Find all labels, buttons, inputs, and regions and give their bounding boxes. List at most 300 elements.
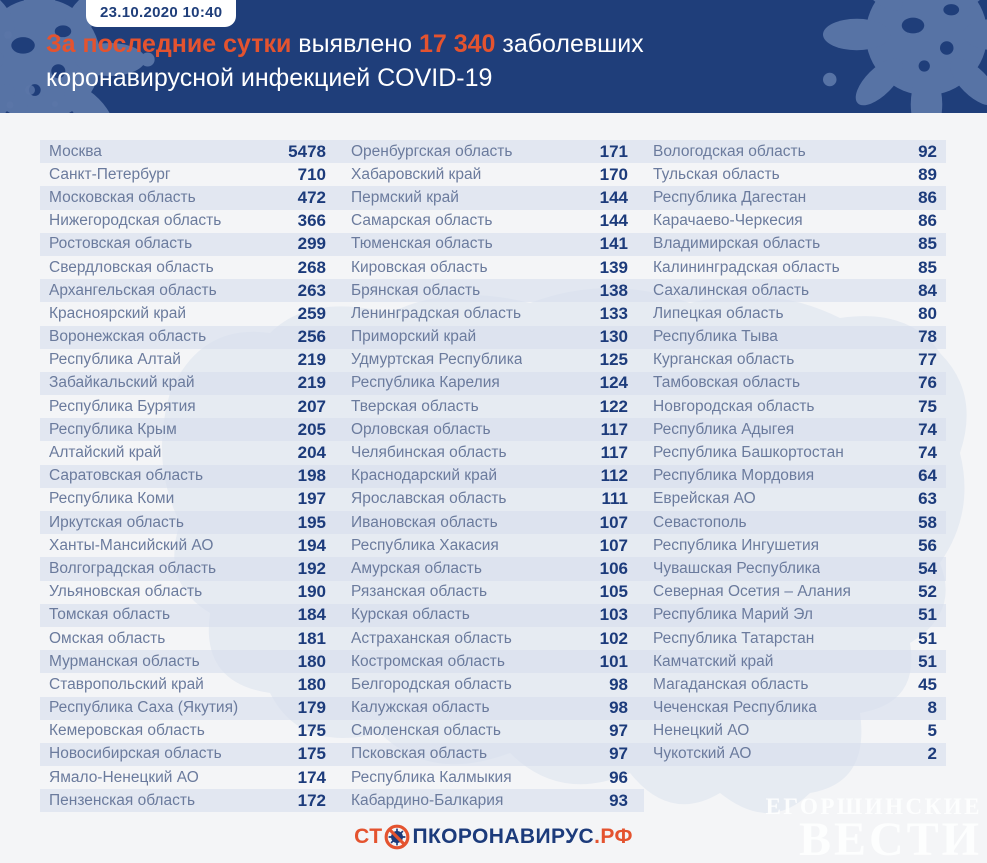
region-name: Тверская область [351, 397, 479, 415]
logo-main: ПКОРОНАВИРУС [412, 825, 595, 848]
region-name: Московская область [49, 188, 196, 206]
table-row [40, 233, 946, 256]
table-row [40, 604, 946, 627]
table-cell [342, 441, 644, 464]
region-name: Республика Саха (Якутия) [49, 699, 239, 717]
table-row [40, 140, 946, 163]
table-row [40, 395, 946, 418]
region-value: 207 [297, 396, 326, 416]
virus-blob-right-icon [814, 0, 987, 113]
timestamp-badge [86, 0, 236, 27]
region-value: 89 [918, 164, 937, 184]
table-cell [644, 256, 946, 279]
table-cell [644, 604, 946, 627]
region-value: 181 [297, 628, 326, 648]
table-cell [644, 465, 946, 488]
table-row [40, 465, 946, 488]
region-name: Новосибирская область [49, 745, 222, 763]
table-row [40, 789, 946, 812]
region-name: Республика Крым [49, 420, 177, 438]
table-cell [342, 349, 644, 372]
table-row [40, 349, 946, 372]
region-value: 175 [297, 744, 326, 764]
table-cell [644, 326, 946, 349]
table-cell [40, 511, 342, 534]
region-name: Нижегородская область [49, 212, 222, 230]
region-value: 125 [599, 350, 628, 370]
table-cell [40, 789, 342, 812]
region-value: 180 [297, 674, 326, 694]
table-row [40, 697, 946, 720]
region-value: 122 [599, 396, 628, 416]
region-value: 8 [927, 698, 937, 718]
region-value: 175 [297, 721, 326, 741]
table-cell [644, 557, 946, 580]
region-name: Архангельская область [49, 281, 217, 299]
no-virus-icon [383, 823, 411, 851]
table-cell [342, 604, 644, 627]
headline-line2: коронавирусной инфекцией COVID-19 [46, 64, 493, 92]
region-name: Камчатский край [653, 652, 774, 670]
table-cell [644, 511, 946, 534]
table-cell [644, 163, 946, 186]
region-value: 139 [599, 257, 628, 277]
region-name: Псковская область [351, 745, 488, 763]
region-name: Калужская область [351, 699, 490, 717]
region-value: 96 [609, 767, 628, 787]
region-name: Севастополь [653, 513, 747, 531]
region-name: Белгородская область [351, 675, 512, 693]
table-cell [40, 163, 342, 186]
region-name: Еврейская АО [653, 490, 756, 508]
region-value: 180 [297, 651, 326, 671]
region-value: 268 [297, 257, 326, 277]
table-cell [644, 488, 946, 511]
region-name: Санкт-Петербург [49, 165, 171, 183]
region-value: 133 [599, 303, 628, 323]
table-cell [40, 441, 342, 464]
stopcoronavirus-logo [0, 823, 987, 851]
region-value: 56 [918, 535, 937, 555]
region-value: 97 [609, 721, 628, 741]
region-name: Мурманская область [49, 652, 200, 670]
region-name: Чувашская Республика [653, 559, 821, 577]
watermark-line2: ВЕСТИ [798, 813, 982, 863]
table-row [40, 372, 946, 395]
region-value: 710 [297, 164, 326, 184]
table-row [40, 279, 946, 302]
region-name: Амурская область [351, 559, 482, 577]
region-value: 141 [599, 234, 628, 254]
region-name: Сахалинская область [653, 281, 810, 299]
region-value: 98 [609, 698, 628, 718]
region-name: Республика Хакасия [351, 536, 499, 554]
table-cell [644, 743, 946, 766]
region-name: Хабаровский край [351, 165, 482, 183]
table-cell [644, 349, 946, 372]
region-value: 97 [609, 744, 628, 764]
table-cell [342, 743, 644, 766]
table-cell [40, 186, 342, 209]
table-cell [644, 441, 946, 464]
region-value: 124 [599, 373, 628, 393]
region-name: Чеченская Республика [653, 699, 817, 717]
region-value: 219 [297, 373, 326, 393]
region-name: Пермский край [351, 188, 459, 206]
region-name: Пензенская область [49, 791, 196, 809]
table-cell [40, 465, 342, 488]
region-name: Костромская область [351, 652, 505, 670]
headline [46, 27, 644, 95]
table-cell [342, 627, 644, 650]
table-cell [644, 697, 946, 720]
table-cell [40, 372, 342, 395]
table-cell [40, 279, 342, 302]
table-cell [644, 766, 946, 789]
table-cell [644, 140, 946, 163]
table-cell [40, 140, 342, 163]
table-cell [644, 372, 946, 395]
table-cell [40, 766, 342, 789]
region-name: Тамбовская область [653, 374, 801, 392]
region-value: 112 [600, 466, 628, 486]
table-cell [644, 418, 946, 441]
table-row [40, 766, 946, 789]
region-name: Ханты-Мансийский АО [49, 536, 214, 554]
region-name: Красноярский край [49, 304, 187, 322]
table-cell [342, 766, 644, 789]
region-value: 84 [918, 280, 937, 300]
table-cell [40, 534, 342, 557]
region-value: 5 [927, 721, 937, 741]
table-cell [342, 673, 644, 696]
region-value: 74 [918, 419, 937, 439]
region-value: 93 [609, 790, 628, 810]
table-cell [644, 302, 946, 325]
timestamp-text: 23.10.2020 10:40 [100, 4, 223, 21]
region-name: Саратовская область [49, 467, 204, 485]
table-cell [40, 302, 342, 325]
region-name: Ненецкий АО [653, 722, 750, 740]
table-row [40, 627, 946, 650]
region-value: 105 [599, 582, 628, 602]
region-name: Самарская область [351, 212, 493, 230]
table-cell [644, 395, 946, 418]
region-name: Липецкая область [653, 304, 784, 322]
table-row [40, 534, 946, 557]
region-value: 85 [918, 234, 937, 254]
region-name: Астраханская область [351, 629, 512, 647]
table-cell [644, 210, 946, 233]
table-cell [342, 418, 644, 441]
table-cell [644, 233, 946, 256]
region-value: 299 [297, 234, 326, 254]
table-row [40, 743, 946, 766]
table-cell [644, 673, 946, 696]
region-value: 190 [297, 582, 326, 602]
table-cell [40, 233, 342, 256]
region-value: 111 [601, 489, 628, 509]
header-banner [0, 0, 987, 113]
headline-count: 17 340 [418, 30, 496, 58]
region-value: 5478 [288, 141, 326, 161]
table-row [40, 186, 946, 209]
region-value: 45 [918, 674, 937, 694]
table-row [40, 720, 946, 743]
region-value: 219 [297, 350, 326, 370]
region-name: Магаданская область [653, 675, 809, 693]
table-row [40, 488, 946, 511]
table-cell [342, 789, 644, 812]
table-row [40, 557, 946, 580]
table-cell [342, 326, 644, 349]
region-name: Иркутская область [49, 513, 184, 531]
region-value: 366 [297, 211, 326, 231]
region-value: 197 [297, 489, 326, 509]
table-cell [342, 256, 644, 279]
region-value: 51 [918, 605, 937, 625]
region-name: Курская область [351, 606, 470, 624]
region-value: 106 [599, 558, 628, 578]
table-cell [40, 395, 342, 418]
region-name: Алтайский край [49, 444, 162, 462]
region-name: Москва [49, 142, 102, 160]
region-value: 205 [297, 419, 326, 439]
region-value: 172 [297, 790, 326, 810]
region-value: 86 [918, 211, 937, 231]
table-cell [40, 697, 342, 720]
table-cell [342, 581, 644, 604]
table-row [40, 650, 946, 673]
region-name: Республика Коми [49, 490, 175, 508]
region-value: 117 [600, 419, 628, 439]
region-value: 86 [918, 187, 937, 207]
region-value: 92 [918, 141, 937, 161]
content-area [0, 113, 987, 863]
region-name: Воронежская область [49, 328, 207, 346]
table-cell [40, 673, 342, 696]
table-cell [342, 279, 644, 302]
table-cell [342, 302, 644, 325]
region-value: 144 [599, 211, 628, 231]
table-cell [40, 256, 342, 279]
table-cell [342, 720, 644, 743]
region-name: Республика Марий Эл [653, 606, 813, 624]
headline-text1: выявлено [291, 30, 419, 58]
region-value: 2 [927, 744, 937, 764]
region-value: 184 [297, 605, 326, 625]
headline-line1 [46, 27, 644, 61]
region-name: Рязанская область [351, 583, 488, 601]
region-name: Краснодарский край [351, 467, 497, 485]
table-cell [342, 233, 644, 256]
region-value: 263 [297, 280, 326, 300]
table-cell [342, 534, 644, 557]
region-name: Ростовская область [49, 235, 193, 253]
table-cell [342, 372, 644, 395]
region-value: 198 [297, 466, 326, 486]
table-cell [342, 650, 644, 673]
region-value: 101 [599, 651, 628, 671]
table-row [40, 441, 946, 464]
region-value: 103 [599, 605, 628, 625]
region-value: 171 [599, 141, 628, 161]
table-cell [644, 627, 946, 650]
region-name: Оренбургская область [351, 142, 513, 160]
table-cell [342, 511, 644, 534]
region-name: Республика Тыва [653, 328, 778, 346]
region-name: Кемеровская область [49, 722, 205, 740]
table-cell [644, 581, 946, 604]
region-value: 98 [609, 674, 628, 694]
region-name: Вологодская область [653, 142, 806, 160]
table-row [40, 256, 946, 279]
region-value: 107 [599, 535, 628, 555]
region-name: Ульяновская область [49, 583, 203, 601]
region-value: 74 [918, 443, 937, 463]
region-value: 80 [918, 303, 937, 323]
table-cell [40, 488, 342, 511]
logo-wrap [354, 823, 633, 851]
region-name: Республика Алтай [49, 351, 181, 369]
region-name: Забайкальский край [49, 374, 195, 392]
region-value: 76 [918, 373, 937, 393]
region-name: Тюменская область [351, 235, 493, 253]
region-value: 51 [918, 628, 937, 648]
region-value: 52 [918, 582, 937, 602]
region-value: 85 [918, 257, 937, 277]
table-cell [342, 465, 644, 488]
table-cell [40, 557, 342, 580]
region-value: 174 [297, 767, 326, 787]
table-row [40, 673, 946, 696]
table-row [40, 511, 946, 534]
table-cell [40, 650, 342, 673]
region-name: Удмуртская Республика [351, 351, 523, 369]
logo-suffix: .РФ [594, 825, 633, 848]
region-name: Тульская область [653, 165, 780, 183]
region-name: Челябинская область [351, 444, 507, 462]
region-value: 179 [297, 698, 326, 718]
region-value: 144 [599, 187, 628, 207]
table-cell [644, 279, 946, 302]
region-value: 75 [918, 396, 937, 416]
table-cell [342, 140, 644, 163]
table-cell [40, 627, 342, 650]
table-row [40, 163, 946, 186]
table-cell [342, 163, 644, 186]
watermark-line1: ЕГОРШИНСКИЕ [765, 793, 982, 819]
region-name: Приморский край [351, 328, 477, 346]
region-name: Республика Бурятия [49, 397, 196, 415]
table-cell [342, 395, 644, 418]
table-cell [40, 326, 342, 349]
region-value: 51 [918, 651, 937, 671]
table-row [40, 302, 946, 325]
region-name: Ивановская область [351, 513, 498, 531]
table-cell [342, 210, 644, 233]
table-cell [644, 789, 946, 812]
region-name: Волгоградская область [49, 559, 217, 577]
table-cell [40, 581, 342, 604]
region-value: 54 [918, 558, 937, 578]
region-name: Карачаево-Черкесия [653, 212, 803, 230]
region-value: 195 [297, 512, 326, 532]
table-cell [342, 186, 644, 209]
region-name: Новгородская область [653, 397, 815, 415]
table-cell [40, 418, 342, 441]
region-name: Республика Калмыкия [351, 768, 512, 786]
region-name: Республика Мордовия [653, 467, 815, 485]
region-name: Свердловская область [49, 258, 214, 276]
region-name: Смоленская область [351, 722, 501, 740]
headline-accent1: За последние сутки [46, 30, 292, 58]
region-value: 64 [918, 466, 937, 486]
region-name: Кировская область [351, 258, 488, 276]
table-cell [644, 534, 946, 557]
region-name: Владимирская область [653, 235, 821, 253]
table-cell [342, 697, 644, 720]
region-name: Омская область [49, 629, 166, 647]
region-value: 259 [297, 303, 326, 323]
region-name: Республика Карелия [351, 374, 500, 392]
region-name: Республика Татарстан [653, 629, 815, 647]
region-value: 58 [918, 512, 937, 532]
region-value: 63 [918, 489, 937, 509]
region-value: 130 [599, 327, 628, 347]
table-cell [40, 720, 342, 743]
region-value: 472 [297, 187, 326, 207]
region-value: 117 [600, 443, 628, 463]
region-name: Курганская область [653, 351, 795, 369]
logo-prefix: СТ [354, 825, 383, 848]
region-value: 78 [918, 327, 937, 347]
table-cell [644, 186, 946, 209]
region-name: Ямало-Ненецкий АО [49, 768, 199, 786]
region-name: Северная Осетия – Алания [653, 583, 851, 601]
region-name: Ленинградская область [351, 304, 522, 322]
table-row [40, 210, 946, 233]
region-value: 170 [599, 164, 628, 184]
table-cell [342, 557, 644, 580]
table-cell [644, 720, 946, 743]
region-name: Ярославская область [351, 490, 507, 508]
cases-table [40, 140, 946, 812]
region-name: Кабардино-Балкария [351, 791, 504, 809]
region-value: 102 [599, 628, 628, 648]
region-name: Республика Ингушетия [653, 536, 820, 554]
table-row [40, 581, 946, 604]
table-cell [40, 210, 342, 233]
table-cell [342, 488, 644, 511]
table-cell [644, 650, 946, 673]
region-value: 256 [297, 327, 326, 347]
region-value: 138 [599, 280, 628, 300]
region-name: Калининградская область [653, 258, 840, 276]
region-value: 77 [918, 350, 937, 370]
table-cell [40, 604, 342, 627]
region-name: Республика Адыгея [653, 420, 795, 438]
table-row [40, 326, 946, 349]
region-value: 107 [599, 512, 628, 532]
region-value: 194 [297, 535, 326, 555]
region-name: Ставропольский край [49, 675, 204, 693]
region-name: Республика Башкортостан [653, 444, 844, 462]
table-row [40, 418, 946, 441]
region-name: Чукотский АО [653, 745, 752, 763]
table-cell [40, 743, 342, 766]
table-cell [40, 349, 342, 372]
